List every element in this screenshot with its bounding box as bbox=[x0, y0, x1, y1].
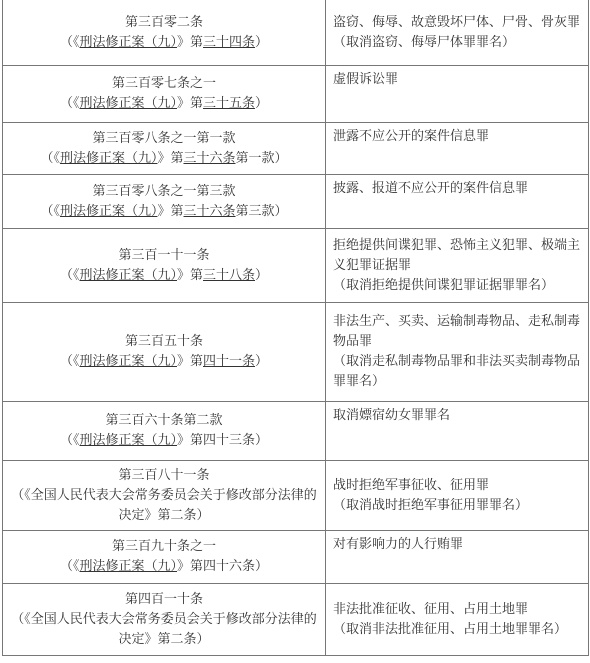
crime-cell bbox=[326, 402, 589, 461]
crime-note: （取消战时拒绝军事征用罪罪名） bbox=[333, 497, 529, 513]
article-number: 第三百五十条 bbox=[124, 334, 203, 349]
amendment-ref: （《刑法修正案（九）》第三十六条第三款） bbox=[40, 203, 288, 219]
crime-cell bbox=[326, 584, 589, 656]
amendment-ref: （《刑法修正案（九）》第三十四条） bbox=[59, 34, 269, 50]
law-table bbox=[2, 0, 589, 656]
article-cell bbox=[3, 531, 326, 584]
article-number: 第三百八十一条 bbox=[118, 467, 210, 483]
amendment-ref: （《刑法修正案（九）》第四十三条） bbox=[59, 433, 269, 448]
crime-name: 非法生产、买卖、运输制毒物品、走私制毒物品罪 bbox=[333, 314, 581, 349]
article-cell bbox=[3, 402, 326, 461]
crime-cell bbox=[326, 0, 589, 66]
crime-name: 战时拒绝军事征收、征用罪 bbox=[333, 477, 490, 493]
crime-cell bbox=[326, 229, 589, 303]
article-cell bbox=[3, 229, 326, 303]
article-cell bbox=[3, 584, 326, 656]
article-number: 第三百六十条第二款 bbox=[105, 413, 223, 428]
crime-note: （取消盗窃、侮辱尸体罪罪名） bbox=[333, 34, 516, 50]
crime-name: 虚假诉讼罪 bbox=[333, 72, 399, 87]
crime-cell bbox=[326, 303, 589, 402]
amendment-link[interactable]: 刑法修正案（九） bbox=[79, 433, 177, 448]
amendment-ref: （《刑法修正案（九）》第三十五条） bbox=[59, 96, 269, 111]
article-cell bbox=[3, 461, 326, 531]
article-number: 第三百零八条之一第三款 bbox=[92, 183, 236, 199]
crime-name: 泄露不应公开的案件信息罪 bbox=[333, 129, 490, 144]
article-ref-link[interactable]: 三十六条 bbox=[183, 203, 236, 219]
crime-cell bbox=[326, 66, 589, 123]
article-number: 第三百九十条之一 bbox=[111, 539, 216, 554]
amendment-link[interactable]: 刑法修正案（九） bbox=[79, 267, 177, 283]
amendment-link[interactable]: 刑法修正案（九） bbox=[79, 96, 177, 111]
crime-name: 盗窃、侮辱、故意毁坏尸体、尸骨、骨灰罪 bbox=[333, 14, 581, 30]
crime-name: 取消嫖宿幼女罪罪名 bbox=[333, 408, 451, 423]
article-number: 第三百一十一条 bbox=[118, 247, 210, 263]
crime-name: 非法批准征收、征用、占用土地罪 bbox=[333, 601, 529, 617]
amendment-link[interactable]: 刑法修正案（九） bbox=[59, 203, 158, 219]
table-row bbox=[3, 584, 589, 656]
article-cell bbox=[3, 66, 326, 123]
article-ref-link[interactable]: 三十八条 bbox=[203, 267, 256, 283]
table-row bbox=[3, 229, 589, 303]
amendment-link[interactable]: 刑法修正案（九） bbox=[79, 34, 177, 50]
crime-name: 对有影响力的人行贿罪 bbox=[333, 537, 464, 552]
crime-note: （取消非法批准征用、占用土地罪罪名） bbox=[333, 621, 568, 637]
table-row bbox=[3, 175, 589, 229]
amendment-link[interactable]: 刑法修正案（九） bbox=[79, 354, 177, 369]
article-cell bbox=[3, 123, 326, 175]
crime-note: （取消走私制毒物品罪和非法买卖制毒物品罪罪名） bbox=[333, 354, 581, 389]
table-row bbox=[3, 0, 589, 66]
amendment-ref: （《刑法修正案（九）》第三十六条第一款） bbox=[40, 150, 288, 166]
crime-cell bbox=[326, 531, 589, 584]
article-number: 第四百一十条 bbox=[124, 591, 203, 607]
article-number: 第三百零二条 bbox=[124, 14, 203, 30]
amendment-link[interactable]: 刑法修正案（九） bbox=[79, 559, 177, 574]
table-row bbox=[3, 531, 589, 584]
article-ref-link[interactable]: 三十四条 bbox=[203, 34, 256, 50]
article-ref-link[interactable]: 四十一条 bbox=[203, 354, 256, 369]
crime-cell bbox=[326, 123, 589, 175]
table-row bbox=[3, 66, 589, 123]
crime-note: （取消拒绝提供间谍犯罪证据罪罪名） bbox=[333, 277, 555, 293]
article-cell bbox=[3, 175, 326, 229]
amendment-ref: （《刑法修正案（九）》第四十一条） bbox=[59, 354, 269, 369]
amendment-ref: （《刑法修正案（九）》第三十八条） bbox=[59, 267, 269, 283]
article-cell bbox=[3, 303, 326, 402]
article-number: 第三百零七条之一 bbox=[111, 76, 216, 91]
decision-ref: （《全国人民代表大会常务委员会关于修改部分法律的决定》第二条） bbox=[11, 487, 317, 523]
crime-cell bbox=[326, 461, 589, 531]
article-ref-link[interactable]: 三十六条 bbox=[183, 150, 236, 166]
amendment-link[interactable]: 刑法修正案（九） bbox=[59, 150, 158, 166]
table-row bbox=[3, 123, 589, 175]
article-ref-link[interactable]: 三十五条 bbox=[203, 96, 256, 111]
amendment-ref: （《刑法修正案（九）》第四十六条） bbox=[59, 559, 269, 574]
crime-cell bbox=[326, 175, 589, 229]
table-row bbox=[3, 402, 589, 461]
table-row bbox=[3, 461, 589, 531]
article-number: 第三百零八条之一第一款 bbox=[92, 130, 236, 146]
crime-name: 披露、报道不应公开的案件信息罪 bbox=[333, 181, 529, 196]
crime-name: 拒绝提供间谍犯罪、恐怖主义犯罪、极端主义犯罪证据罪 bbox=[333, 237, 581, 273]
table-row bbox=[3, 303, 589, 402]
decision-ref: （《全国人民代表大会常务委员会关于修改部分法律的决定》第二条） bbox=[11, 611, 317, 647]
article-cell bbox=[3, 0, 326, 66]
